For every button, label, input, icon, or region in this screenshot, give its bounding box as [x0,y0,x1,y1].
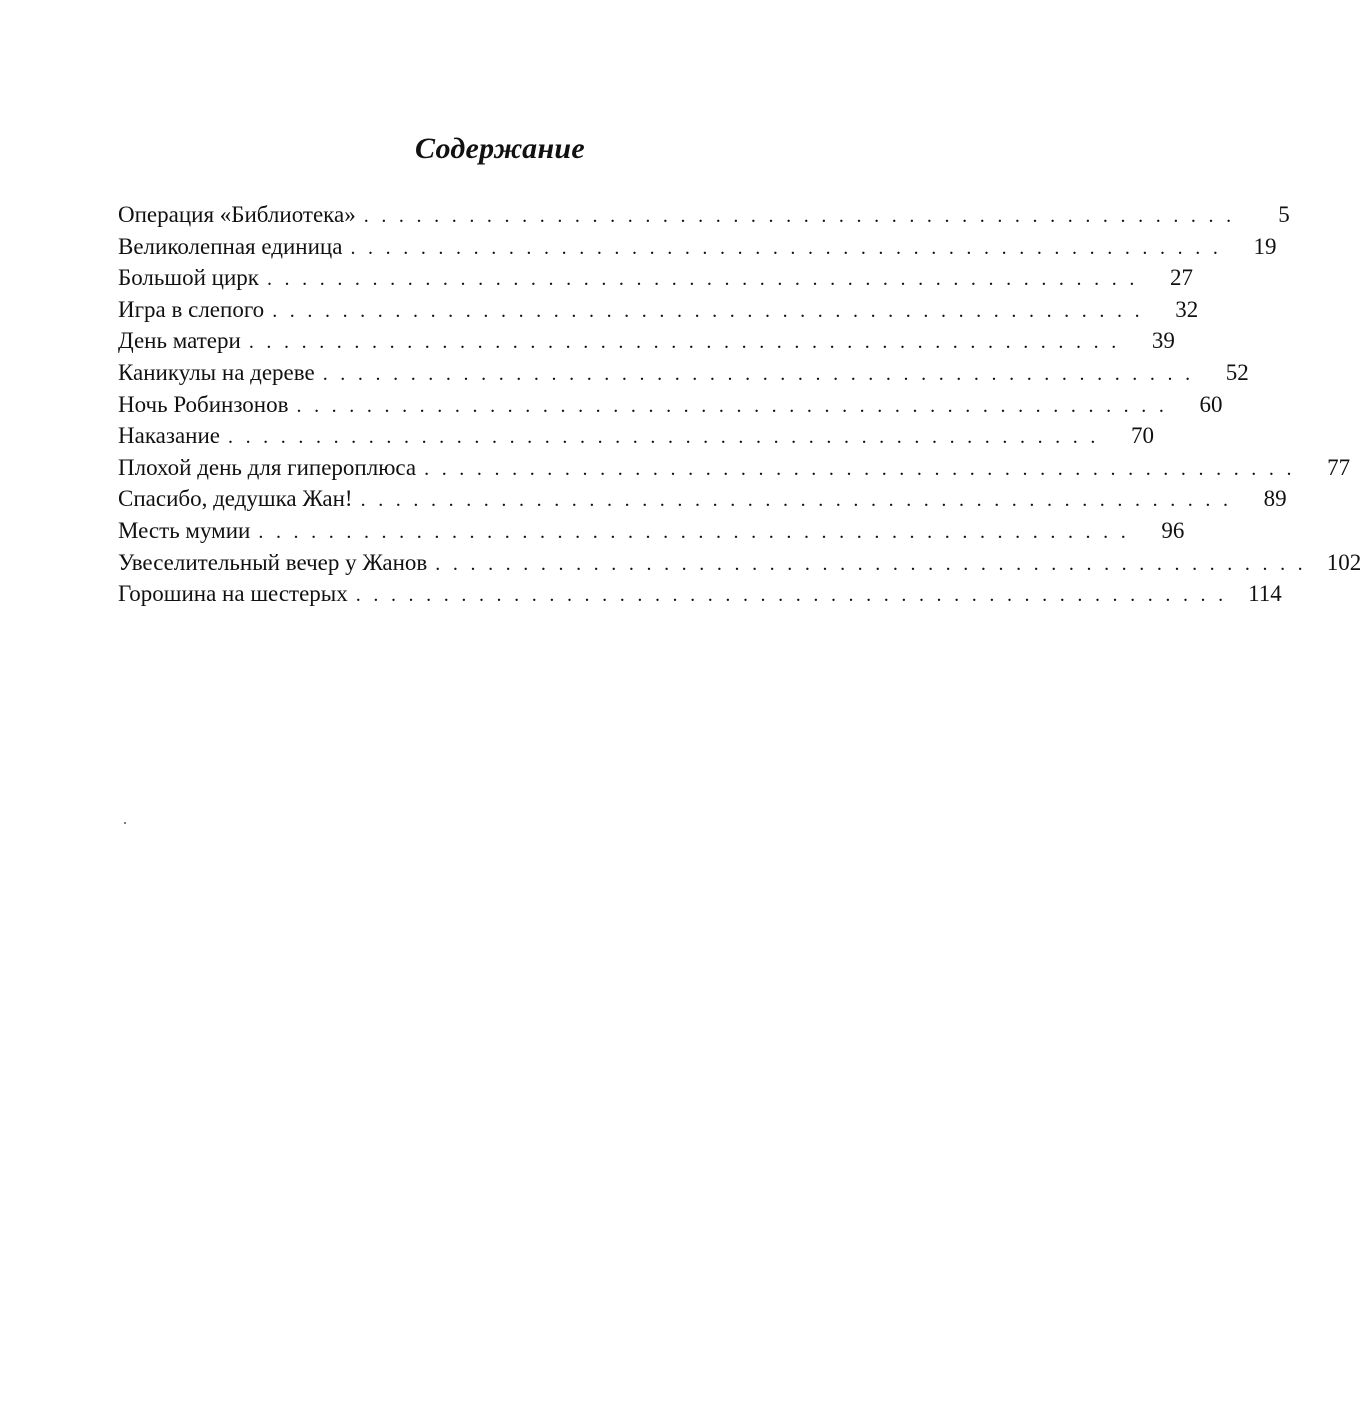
toc-list [118,199,1361,610]
toc-leader-dots: .................................................. [350,236,1231,259]
toc-leader-dots: .................................................. [296,394,1177,417]
toc-leader-dots: .................................................. [258,520,1139,543]
toc-entry-title: Увеселительный вечер у Жанов [118,549,428,575]
toc-page-number: 19 [1253,233,1277,259]
toc-entry-title: Операция «Библиотека» [118,202,356,227]
toc-leader-dots: .................................................. [272,299,1153,322]
toc-page-number: 27 [1169,265,1193,291]
toc-entry [118,515,1185,547]
toc-entry-title: Наказание [118,423,220,449]
toc-leader-dots: .................................................. [355,584,1236,607]
toc-leader-dots: .................................................. [266,268,1147,291]
toc-entry [118,483,1287,515]
toc-page-number: 89 [1263,486,1287,512]
toc-page-number: 70 [1130,423,1154,449]
toc-entry-title: Горошина на шестерых [118,581,348,607]
toc-entry [118,420,1154,452]
toc-entry [118,547,1361,579]
toc-entry-title: Великолепная единица [118,233,343,259]
toc-entry [118,262,1193,294]
toc-entry [118,231,1277,263]
toc-page-number: 96 [1161,517,1185,543]
toc-entry-title: Большой цирк [118,265,259,291]
toc-leader-dots: .................................................. [322,362,1203,385]
toc-page-number: 5 [1278,202,1290,227]
toc-title: Содержание [414,132,586,165]
toc-leader-dots: .................................................. [227,426,1108,449]
toc-entry-title: День матери [118,328,241,354]
scan-speck [124,822,126,824]
toc-entry [118,452,1351,484]
toc-leader-dots: .................................................. [248,331,1129,354]
toc-entry-title: Игра в слепого [118,296,265,322]
toc-entry [118,199,1290,231]
toc-page-number: 52 [1225,359,1249,385]
toc-leader-dots: .................................................. [424,457,1305,480]
toc-leader-dots: .................................................. [435,552,1316,575]
toc-entry [118,578,1282,610]
toc-page-number: 60 [1199,391,1223,417]
toc-entry-title: Плохой день для гиперoплюса [118,454,417,480]
toc-entry [118,294,1199,326]
toc-leader-dots: .................................................. [360,489,1241,512]
toc-page-number: 39 [1151,328,1175,354]
toc-entry-title: Ночь Робинзонов [118,391,289,417]
toc-entry-title: Каникулы на дереве [118,359,315,385]
toc-entry [118,357,1249,389]
toc-page-number: 77 [1327,454,1351,480]
toc-entry [118,325,1175,357]
toc-entry-title: Месть мумии [118,517,251,543]
toc-page-number: 114 [1248,581,1282,607]
toc-page-number: 32 [1175,296,1199,322]
toc-page-number: 102 [1326,549,1361,575]
toc-leader-dots: .................................................. [363,205,1244,227]
toc-entry-title: Спасибо, дедушка Жан! [118,486,353,512]
toc-entry [118,389,1223,421]
